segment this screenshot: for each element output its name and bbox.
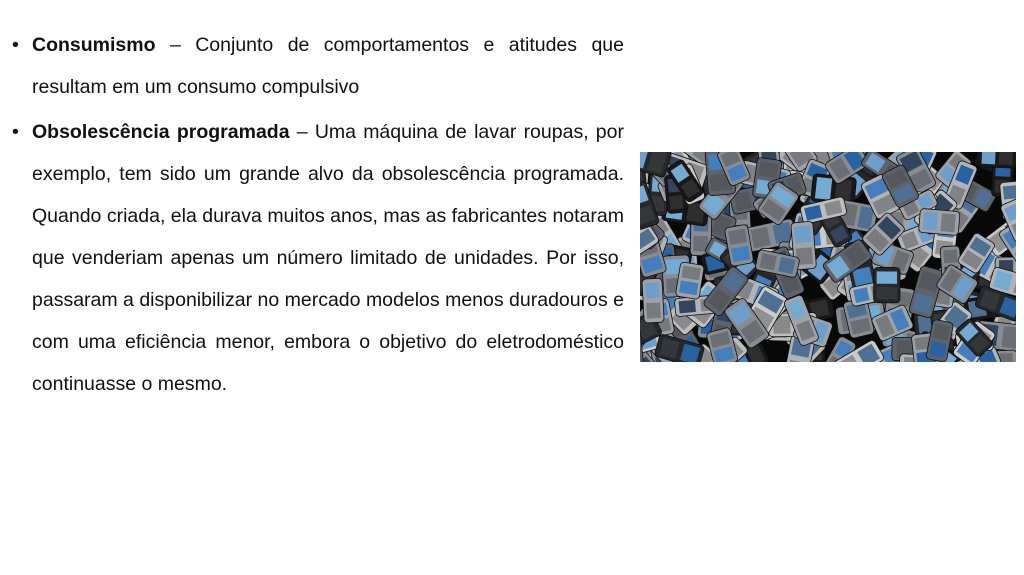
- bullet-item-obsolescencia: [12, 111, 624, 405]
- phone-pile-photo-icon: [640, 152, 1016, 362]
- bullet-term: Consumismo: [32, 34, 156, 56]
- phone-pile-photo: [640, 152, 1016, 362]
- bullet-text: – Uma máquina de lavar roupas, por exemplo, tem sido um grande alvo da obsolescência programada. Quando criada, ela durava muitos anos, mas as fabricantes notaram que venderiam apenas um número limitado de unidades. Por isso, passaram a disponibilizar no mercado modelos menos duradouros e com uma eficiência menor, embora o objetivo do eletrodoméstico continuasse o mesmo.: [32, 121, 624, 395]
- bullet-dot-icon: •: [12, 34, 19, 56]
- bullet-dot-icon: •: [12, 121, 19, 143]
- bullet-list: [12, 24, 624, 408]
- bullet-text: – Conjunto de comportamentos e atitudes que resultam em um consumo compulsivo: [32, 34, 624, 98]
- bullet-item-consumismo: [12, 24, 624, 108]
- bullet-term: Obsolescência programada: [32, 121, 290, 143]
